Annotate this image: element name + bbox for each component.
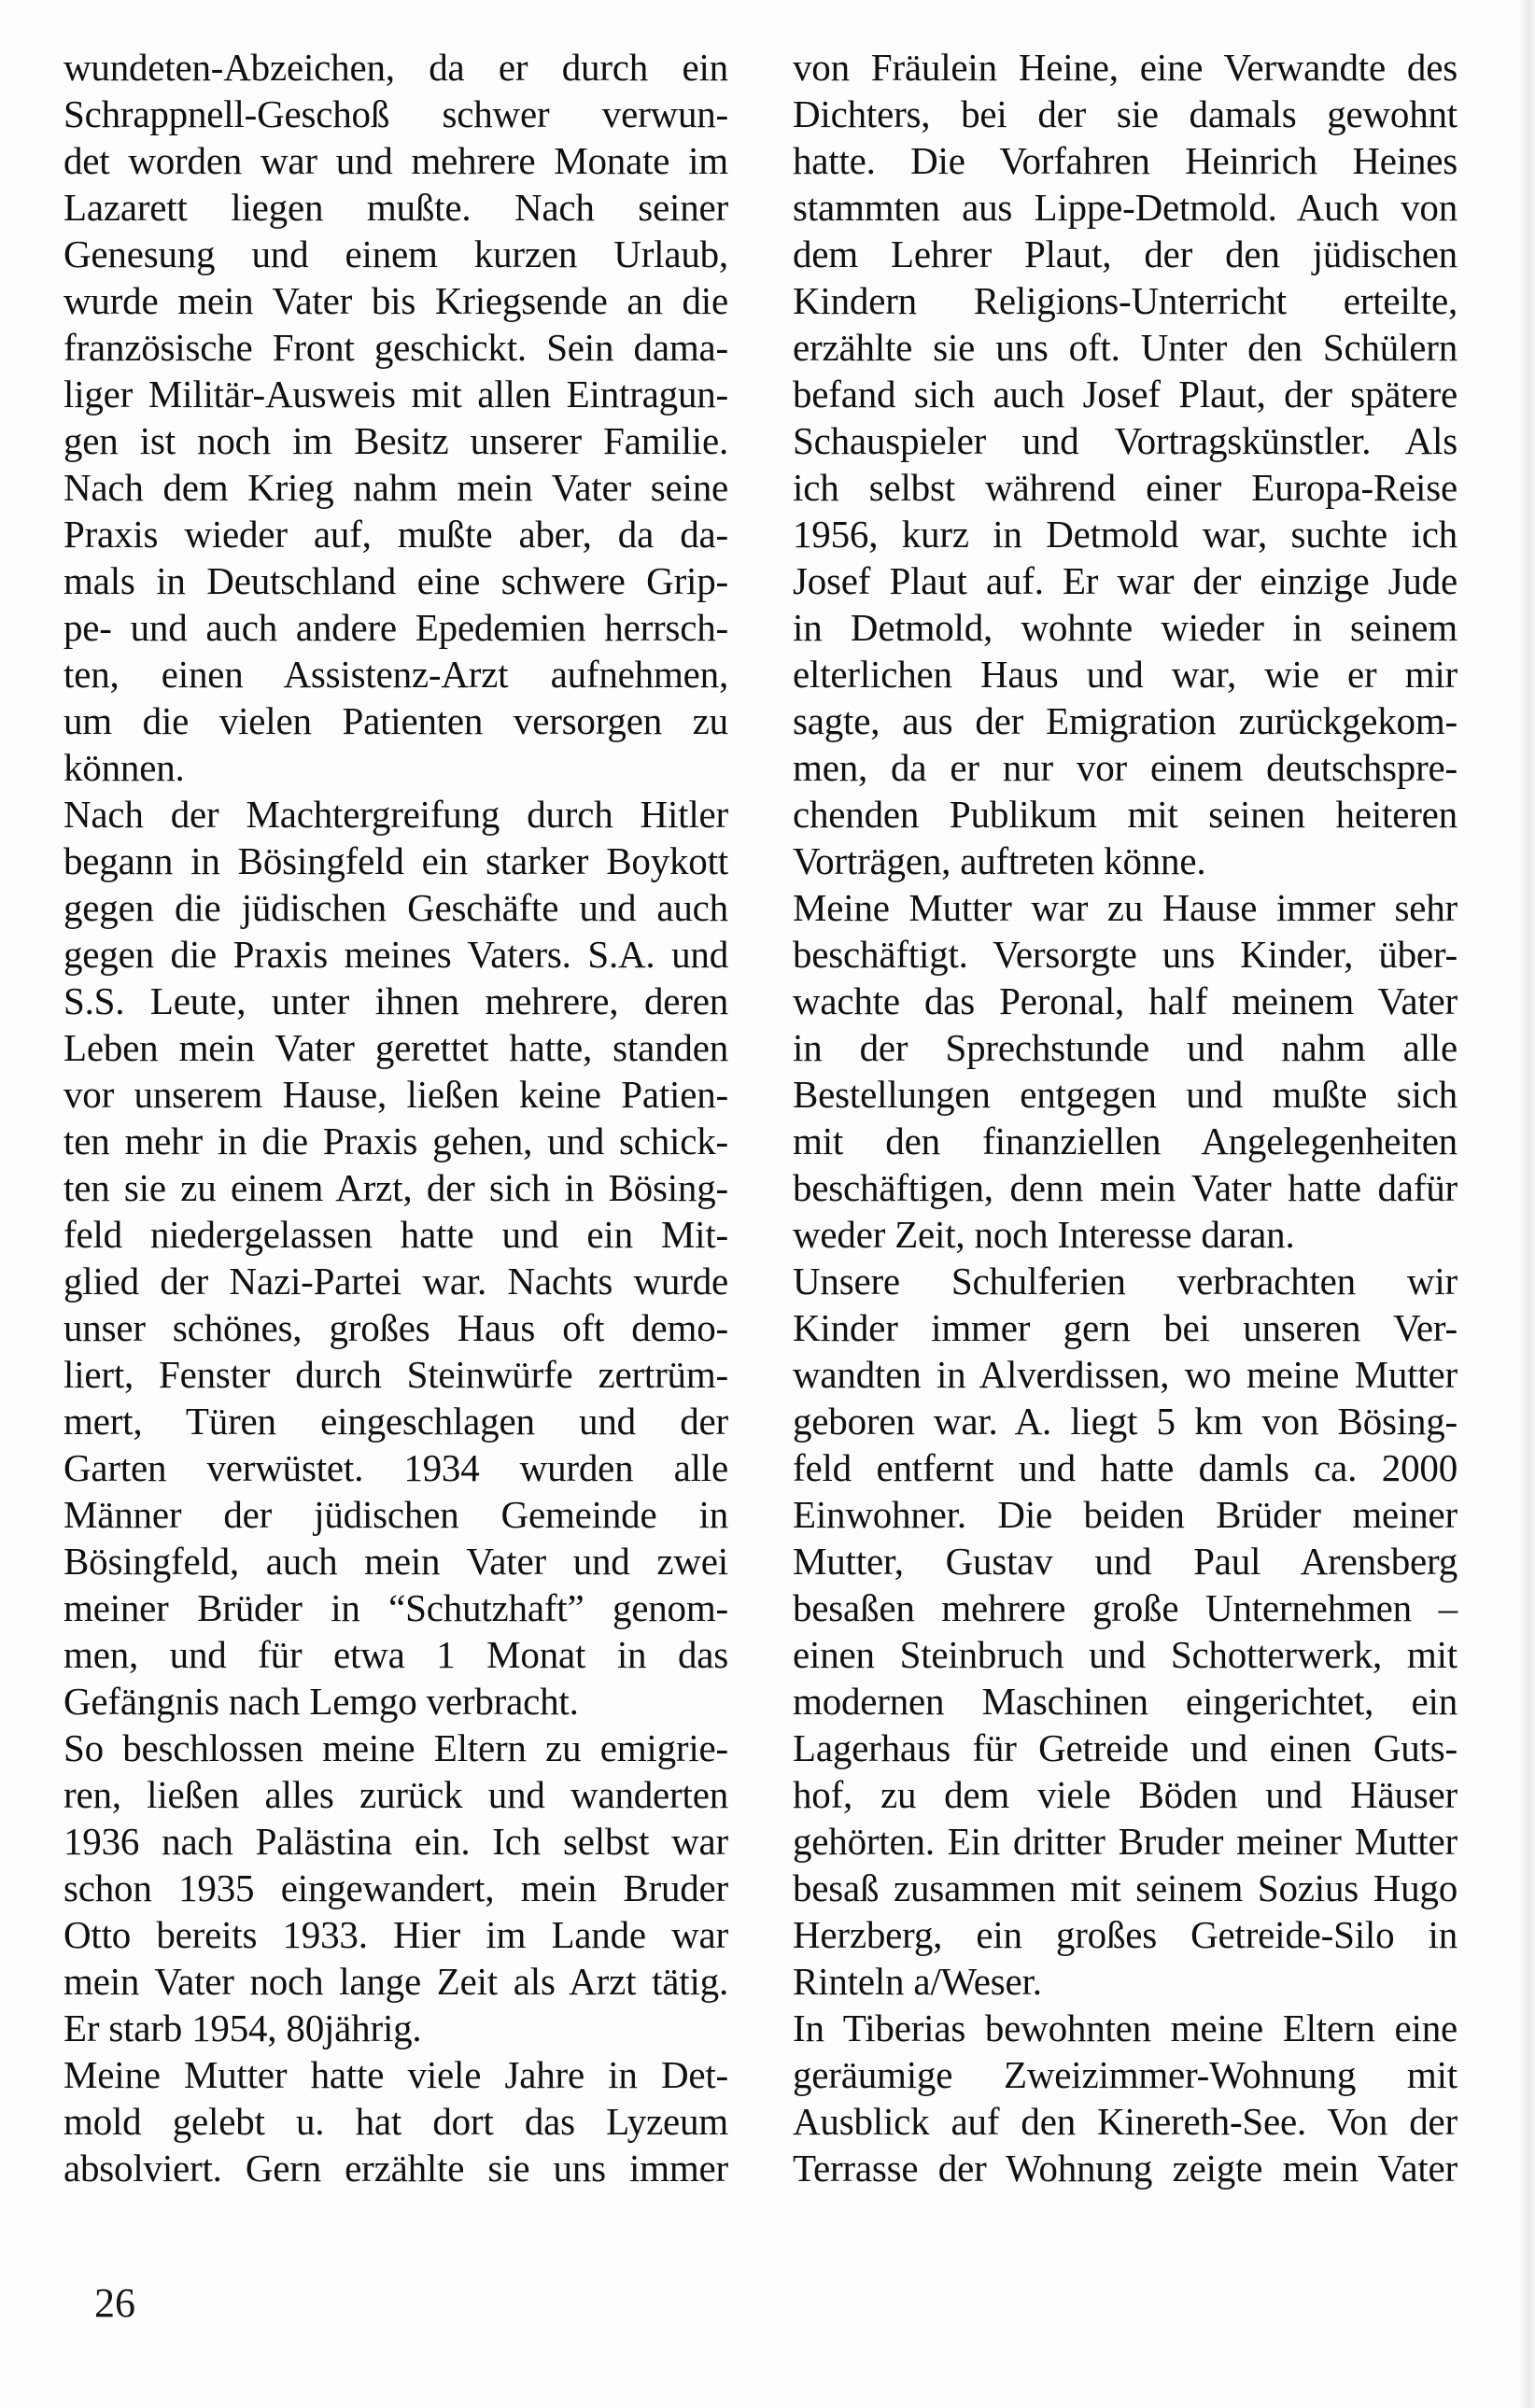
text-line: men, und für etwa 1 Monat in das xyxy=(63,1633,728,1676)
text-line: mert, Türen eingeschlagen und der xyxy=(63,1400,728,1443)
page-number: 26 xyxy=(94,2280,135,2326)
text-line: gen ist noch im Besitz unserer Familie. xyxy=(63,419,728,462)
text-line: men, da er nur vor einem deutschspre- xyxy=(793,746,1458,789)
text-line: ren, ließen alles zurück und wanderten xyxy=(63,1773,728,1816)
text-line: ten, einen Assistenz-Arzt aufnehmen, xyxy=(63,653,728,696)
text-line: Mutter, Gustav und Paul Arensberg xyxy=(793,1540,1458,1583)
text-line: Gefängnis nach Lemgo verbracht. xyxy=(63,1680,579,1723)
text-line: Nach dem Krieg nahm mein Vater seine xyxy=(63,466,728,509)
text-line: können. xyxy=(63,746,185,789)
text-line: pe- und auch andere Epedemien herrsch- xyxy=(63,606,728,649)
text-line: wandten in Alverdissen, wo meine Mutter xyxy=(793,1353,1458,1396)
text-line: modernen Maschinen eingerichtet, ein xyxy=(793,1680,1458,1723)
text-line: beschäftigen, denn mein Vater hatte dafür xyxy=(793,1166,1458,1209)
text-line: befand sich auch Josef Plaut, der spätere xyxy=(793,373,1458,415)
text-line: Lazarett liegen mußte. Nach seiner xyxy=(63,186,728,229)
text-line: meiner Brüder in “Schutzhaft” genom- xyxy=(63,1586,728,1629)
text-line: hof, zu dem viele Böden und Häuser xyxy=(793,1773,1458,1816)
text-line: mold gelebt u. hat dort das Lyzeum xyxy=(63,2100,728,2143)
text-line: Rinteln a/Weser. xyxy=(793,1960,1042,2003)
text-line: glied der Nazi-Partei war. Nachts wurde xyxy=(63,1260,728,1303)
text-line: ten mehr in die Praxis gehen, und schick- xyxy=(63,1120,728,1162)
text-line: gegen die Praxis meines Vaters. S.A. und xyxy=(63,933,728,976)
text-line: von Fräulein Heine, eine Verwandte des xyxy=(793,46,1458,89)
text-line: ich selbst während einer Europa-Reise xyxy=(793,466,1458,509)
text-line: In Tiberias bewohnten meine Eltern eine xyxy=(793,2007,1458,2049)
text-line: Dichters, bei der sie damals gewohnt xyxy=(793,92,1458,135)
text-line: Otto bereits 1933. Hier im Lande war xyxy=(63,1913,728,1956)
text-line: wachte das Peronal, half meinem Vater xyxy=(793,979,1458,1022)
text-line: französische Front geschickt. Sein dama- xyxy=(63,326,728,369)
text-line: det worden war und mehrere Monate im xyxy=(63,139,728,182)
left-text-column xyxy=(63,44,728,2191)
text-line: Unsere Schulferien verbrachten wir xyxy=(793,1260,1458,1303)
text-line: 1956, kurz in Detmold war, suchte ich xyxy=(793,513,1458,556)
text-line: ten sie zu einem Arzt, der sich in Bösing- xyxy=(63,1166,728,1209)
text-line: Meine Mutter hatte viele Jahre in Det- xyxy=(63,2053,728,2096)
text-line: Lagerhaus für Getreide und einen Guts- xyxy=(793,1726,1458,1769)
text-line: gehörten. Ein dritter Bruder meiner Mutter xyxy=(793,1820,1458,1863)
text-line: Er starb 1954, 80jährig. xyxy=(63,2007,422,2049)
text-line: Vorträgen, auftreten könne. xyxy=(793,839,1206,882)
text-line: unser schönes, großes Haus oft demo- xyxy=(63,1306,728,1349)
text-line: begann in Bösingfeld ein starker Boykott xyxy=(63,839,728,882)
text-line: Terrasse der Wohnung zeigte mein Vater xyxy=(793,2147,1458,2190)
text-line: feld entfernt und hatte damls ca. 2000 xyxy=(793,1446,1458,1489)
text-line: hatte. Die Vorfahren Heinrich Heines xyxy=(793,139,1458,182)
text-line: beschäftigt. Versorgte uns Kinder, über- xyxy=(793,933,1458,976)
text-line: chenden Publikum mit seinen heiteren xyxy=(793,793,1458,836)
text-line: wurde mein Vater bis Kriegsende an die xyxy=(63,279,728,322)
text-line: Bösingfeld, auch mein Vater und zwei xyxy=(63,1540,728,1583)
text-line: einen Steinbruch und Schotterwerk, mit xyxy=(793,1633,1458,1676)
text-line: Ausblick auf den Kinereth-See. Von der xyxy=(793,2100,1458,2143)
page-edge-shadow xyxy=(1518,0,1535,2408)
text-line: besaßen mehrere große Unternehmen – xyxy=(793,1586,1458,1629)
text-line: in Detmold, wohnte wieder in seinem xyxy=(793,606,1458,649)
text-line: Männer der jüdischen Gemeinde in xyxy=(63,1493,728,1536)
text-line: mit den finanziellen Angelegenheiten xyxy=(793,1120,1458,1162)
text-line: sagte, aus der Emigration zurückgekom- xyxy=(793,699,1458,742)
text-line: Einwohner. Die beiden Brüder meiner xyxy=(793,1493,1458,1536)
text-line: Genesung und einem kurzen Urlaub, xyxy=(63,232,728,275)
text-line: Garten verwüstet. 1934 wurden alle xyxy=(63,1446,728,1489)
text-line: in der Sprechstunde und nahm alle xyxy=(793,1026,1458,1069)
text-line: geboren war. A. liegt 5 km von Bösing- xyxy=(793,1400,1458,1443)
text-line: stammten aus Lippe-Detmold. Auch von xyxy=(793,186,1458,229)
text-line: liger Militär-Ausweis mit allen Eintragun- xyxy=(63,373,728,415)
text-line: liert, Fenster durch Steinwürfe zertrüm- xyxy=(63,1353,728,1396)
text-line: um die vielen Patienten versorgen zu xyxy=(63,699,728,742)
text-line: S.S. Leute, unter ihnen mehrere, deren xyxy=(63,979,728,1022)
text-line: gegen die jüdischen Geschäfte und auch xyxy=(63,886,728,929)
text-line: weder Zeit, noch Interesse daran. xyxy=(793,1213,1295,1256)
text-line: elterlichen Haus und war, wie er mir xyxy=(793,653,1458,696)
text-line: Schrappnell-Geschoß schwer verwun- xyxy=(63,92,728,135)
text-line: erzählte sie uns oft. Unter den Schülern xyxy=(793,326,1458,369)
text-line: 1936 nach Palästina ein. Ich selbst war xyxy=(63,1820,728,1863)
text-line: Josef Plaut auf. Er war der einzige Jude xyxy=(793,559,1458,602)
text-line: schon 1935 eingewandert, mein Bruder xyxy=(63,1866,728,1909)
text-line: Kinder immer gern bei unseren Ver- xyxy=(793,1306,1458,1349)
text-line: wundeten-Abzeichen, da er durch ein xyxy=(63,46,728,89)
text-line: Bestellungen entgegen und mußte sich xyxy=(793,1073,1458,1116)
text-line: Kindern Religions-Unterricht erteilte, xyxy=(793,279,1458,322)
text-line: vor unserem Hause, ließen keine Patien- xyxy=(63,1073,728,1116)
text-line: dem Lehrer Plaut, der den jüdischen xyxy=(793,232,1458,275)
text-line: mals in Deutschland eine schwere Grip- xyxy=(63,559,728,602)
text-line: geräumige Zweizimmer-Wohnung mit xyxy=(793,2053,1458,2096)
text-line: Nach der Machtergreifung durch Hitler xyxy=(63,793,728,836)
text-line: Herzberg, ein großes Getreide-Silo in xyxy=(793,1913,1458,1956)
text-line: Schauspieler und Vortragskünstler. Als xyxy=(793,419,1458,462)
text-line: absolviert. Gern erzählte sie uns immer xyxy=(63,2147,728,2190)
text-line: feld niedergelassen hatte und ein Mit- xyxy=(63,1213,728,1256)
text-line: besaß zusammen mit seinem Sozius Hugo xyxy=(793,1866,1458,1909)
text-line: Leben mein Vater gerettet hatte, standen xyxy=(63,1026,728,1069)
text-line: Meine Mutter war zu Hause immer sehr xyxy=(793,886,1458,929)
text-line: mein Vater noch lange Zeit als Arzt tätig. xyxy=(63,1960,728,2003)
right-text-column xyxy=(793,44,1458,2191)
text-line: Praxis wieder auf, mußte aber, da da- xyxy=(63,513,728,556)
text-line: So beschlossen meine Eltern zu emigrie- xyxy=(63,1726,728,1769)
